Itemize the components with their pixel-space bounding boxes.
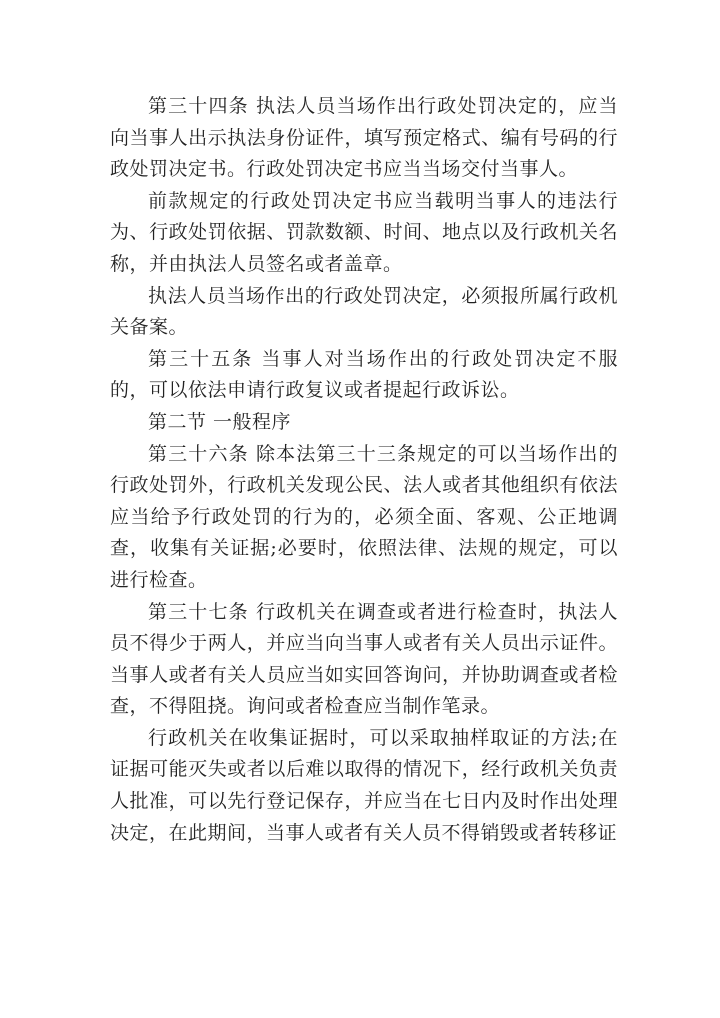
paragraph-article-36: 第三十六条 除本法第三十三条规定的可以当场作出的行政处罚外，行政机关发现公民、法人或者其他组织有依法应当给予行政处罚的行为的，必须全面、客观、公正地调查，收集有关证据;必要时，依照法律、法规的规定，可以进行检查。 bbox=[110, 442, 618, 591]
section-heading: 第二节 一般程序 bbox=[148, 410, 292, 433]
paragraph-article-35: 第三十五条 当事人对当场作出的行政处罚决定不服的，可以依法申请行政复议或者提起行政诉讼。 bbox=[110, 347, 618, 402]
paragraph-article-37-clause-2: 行政机关在收集证据时，可以采取抽样取证的方法;在证据可能灭失或者以后难以取得的情况下，经行政机关负责人批准，可以先行登记保存，并应当在七日内及时作出处理决定，在此期间，当事人或者有关人员不得销毁或者转移证 bbox=[110, 726, 618, 844]
paragraph-article-34-clause-3: 执法人员当场作出的行政处罚决定，必须报所属行政机关备案。 bbox=[110, 284, 618, 339]
paragraph-article-34: 第三十四条 执法人员当场作出行政处罚决定的，应当向当事人出示执法身份证件，填写预定格式、编有号码的行政处罚决定书。行政处罚决定书应当当场交付当事人。 bbox=[110, 95, 618, 181]
paragraph-article-34-clause-2: 前款规定的行政处罚决定书应当载明当事人的违法行为、行政处罚依据、罚款数额、时间、地点以及行政机关名称，并由执法人员签名或者盖章。 bbox=[110, 189, 618, 275]
document-body bbox=[110, 91, 618, 849]
paragraph-article-37: 第三十七条 行政机关在调查或者进行检查时，执法人员不得少于两人，并应当向当事人或者有关人员出示证件。当事人或者有关人员应当如实回答询问，并协助调查或者检查，不得阻挠。询问或者检查应当制作笔录。 bbox=[110, 600, 618, 718]
